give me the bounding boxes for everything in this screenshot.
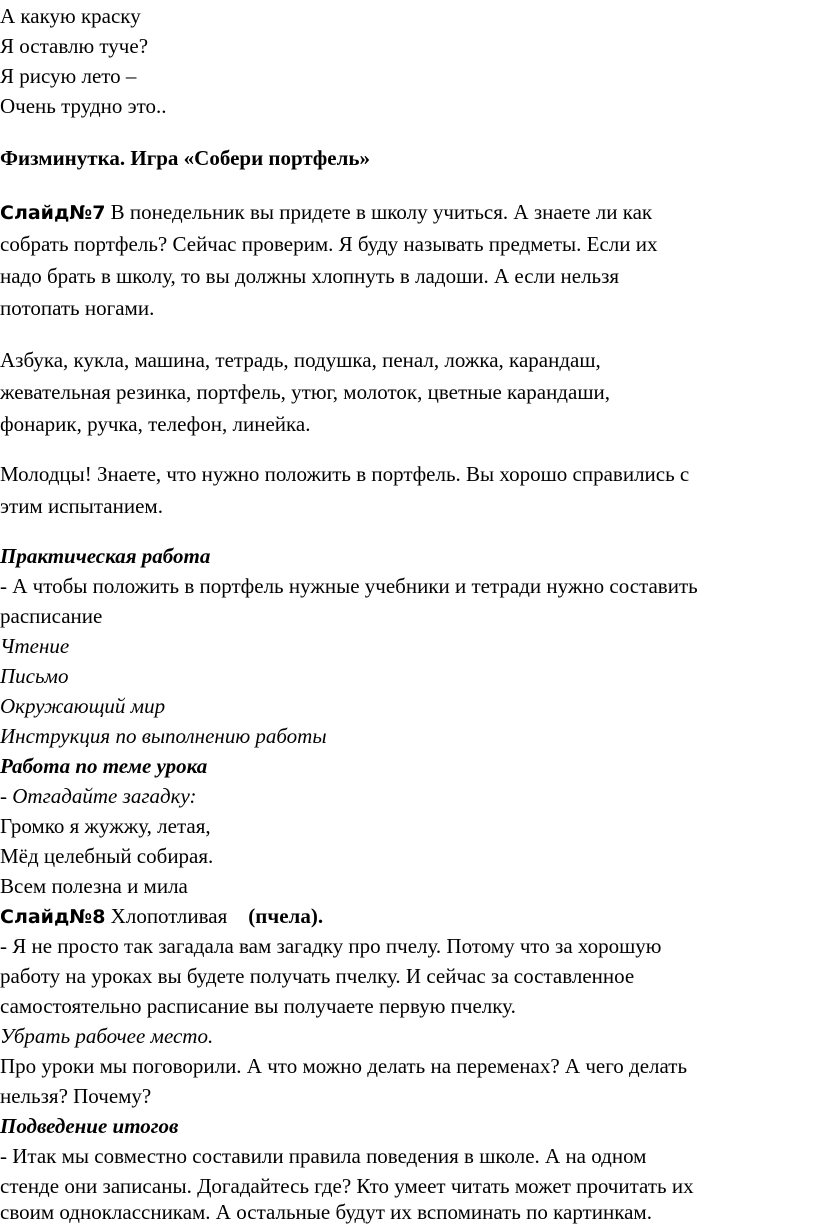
- slide8-paragraph-line: самостоятельно расписание вы получаете первую пчелку.: [0, 994, 516, 1018]
- slide7-line: [0, 200, 652, 225]
- cleanup-instruction: Убрать рабочее место.: [0, 1024, 214, 1048]
- subject-item: Окружающий мир: [0, 694, 166, 718]
- slide7-label: Слайд№7: [0, 202, 106, 224]
- slide8-paragraph-line: работу на уроках вы будете получать пчелку. И сейчас за составленное: [0, 964, 635, 988]
- breaks-line: нельзя? Почему?: [0, 1084, 152, 1108]
- items-line: фонарик, ручка, телефон, линейка.: [0, 412, 311, 436]
- slide7-text: В понедельник вы придете в школу учиться. А знаете ли как: [105, 200, 653, 224]
- summary-line: стенде они записаны. Догадайтесь где? Кто умеет читать может прочитать их: [0, 1174, 694, 1198]
- riddle-prompt: - Отгадайте загадку:: [0, 784, 197, 808]
- subject-item: Письмо: [0, 664, 69, 688]
- summary-line: - Итак мы совместно составили правила поведения в школе. А на одном: [0, 1144, 647, 1168]
- slide7-line: потопать ногами.: [0, 296, 155, 320]
- slide8-paragraph-line: - Я не просто так загадала вам загадку про пчелу. Потому что за хорошую: [0, 934, 662, 958]
- subject-item: Инструкция по выполнению работы: [0, 724, 327, 748]
- riddle-line: Всем полезна и мила: [0, 874, 188, 898]
- riddle-answer: (пчела).: [248, 904, 324, 928]
- riddle-line: Мёд целебный собирая.: [0, 844, 214, 868]
- poem-line: Очень трудно это..: [0, 94, 167, 118]
- praise-line: этим испытанием.: [0, 494, 163, 518]
- slide8-line: [0, 904, 323, 929]
- poem-line: Я рисую лето –: [0, 64, 137, 88]
- riddle-line: Громко я жужжу, летая,: [0, 814, 211, 838]
- breaks-line: Про уроки мы поговорили. А что можно делать на переменах? А чего делать: [0, 1054, 688, 1078]
- subject-item: Чтение: [0, 634, 70, 658]
- summary-heading: Подведение итогов: [0, 1114, 179, 1138]
- practical-line: расписание: [0, 604, 103, 628]
- topic-heading: Работа по теме урока: [0, 754, 208, 778]
- items-line: жевательная резинка, портфель, утюг, молоток, цветные карандаши,: [0, 380, 610, 404]
- items-line: Азбука, кукла, машина, тетрадь, подушка, пенал, ложка, карандаш,: [0, 348, 601, 372]
- slide8-text: Хлопотливая: [105, 904, 249, 928]
- slide8-label: Слайд№8: [0, 906, 106, 928]
- practical-line: - А чтобы положить в портфель нужные учебники и тетради нужно составить: [0, 574, 698, 598]
- praise-line: Молодцы! Знаете, что нужно положить в портфель. Вы хорошо справились с: [0, 462, 690, 486]
- slide7-line: собрать портфель? Сейчас проверим. Я буду называть предметы. Если их: [0, 232, 658, 256]
- slide7-line: надо брать в школу, то вы должны хлопнуть в ладоши. А если нельзя: [0, 264, 620, 288]
- fizminutka-heading: Физминутка. Игра «Собери портфель»: [0, 146, 370, 170]
- practical-heading: Практическая работа: [0, 544, 211, 568]
- summary-line: своим одноклассникам. А остальные будут их вспоминать по картинкам.: [0, 1200, 652, 1224]
- poem-line: Я оставлю туче?: [0, 34, 149, 58]
- poem-line: А какую краску: [0, 4, 141, 28]
